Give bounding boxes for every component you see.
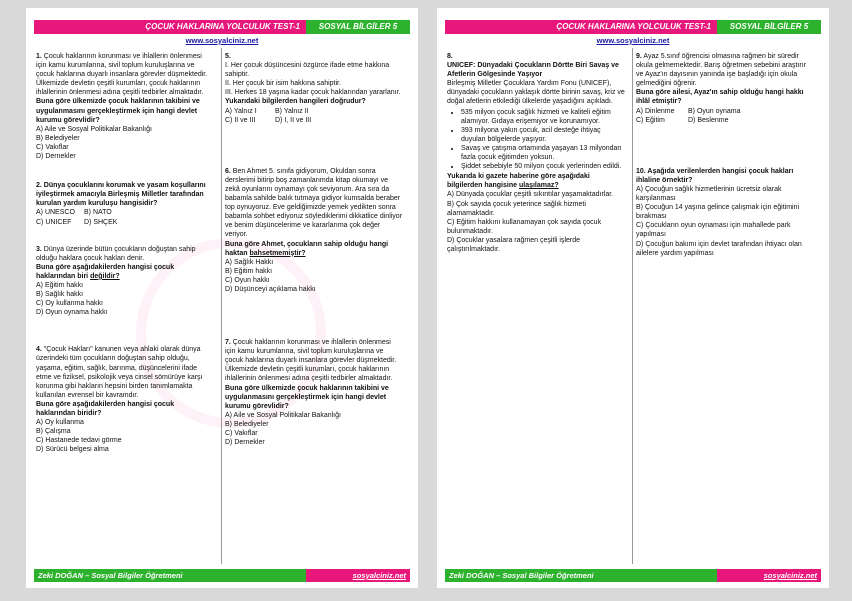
q2-option-d[interactable]: D) SHÇEK <box>84 218 118 226</box>
q8-bullet: • Savaş ve çatışma ortamında yaşayan 13 milyondan fazla çocuk eğitimden yoksun. <box>461 144 625 162</box>
question-1 <box>36 52 214 161</box>
q8-bullet: • 535 milyon çocuk sağlık hizmeti ve kaliteli eğitim alamıyor. Gıdaya erişemiyor ve korunamıyor. <box>461 108 625 126</box>
q10-option-a[interactable]: A) Çocuğun sağlık hizmetlerinin ücretsiz olarak karşılanması <box>636 185 782 203</box>
footer-author: Zeki DOĞAN – Sosyal Bilgiler Öğretmeni <box>34 569 306 582</box>
q1-option-b[interactable]: B) Belediyeler <box>36 134 80 142</box>
header-bar <box>34 20 410 34</box>
question-8 <box>447 52 625 254</box>
q1-option-c[interactable]: C) Vakıflar <box>36 143 69 151</box>
header-subject: SOSYAL BİLGİLER 5 <box>717 20 821 34</box>
footer-site-link[interactable]: sosyalciniz.net <box>306 569 410 582</box>
q6-ask-negation: bahsetmemiştir? <box>249 249 306 257</box>
q1-option-d[interactable]: D) Dernekler <box>36 153 76 161</box>
q9-option-b[interactable]: B) Oyun oynama <box>688 107 741 115</box>
q3-number: 3. <box>36 245 42 253</box>
question-9 <box>636 52 814 125</box>
q8-bullet: • Şiddet sebebiyle 50 milyon çocuk yerlerinden edildi. <box>461 162 625 171</box>
q4-option-a[interactable]: A) Oy kullanma <box>36 419 84 427</box>
q9-number: 9. <box>636 53 642 60</box>
question-4 <box>36 345 214 454</box>
q9-option-d[interactable]: D) Beslenme <box>688 116 729 124</box>
q6-text: Ben Ahmet 5. sınıfa gidiyorum, Okuldan sonra derslerimi bitirip boş zamanlarımda kitap okumayı ve zekâ oyunlarını oynamayı çok seviyorum. Ara sıra da babamla sahilde balık tutmaya gidiyor kumsalda beraber top oynuyoruz. Eve geldiğimizde yemek yedikten sonra babamla sohbet ediyoruz söylediklerimi dikkatlice dinliyor ve benim düşüncelerime ve kararlarıma çok değer veriyor. <box>225 167 403 239</box>
q3-text: Dünya üzerinde bütün çocukların doğuştan sahip olduğu haklara çocuk hakları denir. <box>36 245 196 262</box>
q3-option-b[interactable]: B) Sağlık hakkı <box>36 291 84 299</box>
q3-option-d[interactable]: D) Oyun oynama hakkı <box>36 309 108 317</box>
q2-ask: Dünya çocuklarını korumak ve yasam koşullarını iyileştirmek amacıyla Birleşmiş Milletler tarafından kurulan yardım kuruluşu hangisidir? <box>36 182 206 208</box>
q5-ask: Yukarıdaki bilgilerden hangileri doğrudur? <box>225 98 366 106</box>
q3-ask-negation: değildir? <box>90 272 120 280</box>
q3-option-a[interactable]: A) Eğitim hakkı <box>36 281 84 289</box>
q6-option-a[interactable]: A) Sağlık Hakkı <box>225 258 274 266</box>
right-column <box>636 52 814 258</box>
q10-option-c[interactable]: C) Çocukların oyun oynaması için mahallede park yapılması <box>636 222 791 239</box>
q10-ask: Aşağıda verilenlerden hangisi çocuk hakları ihlaline örnektir? <box>636 167 794 184</box>
q6-option-d[interactable]: D) Düşünceyi açıklama hakkı <box>225 285 316 293</box>
site-link[interactable]: www.sosyalciniz.net <box>596 36 670 45</box>
q8-bullet-list <box>447 108 625 172</box>
q2-option-c[interactable]: C) UNICEF <box>36 218 72 226</box>
q5-option-b[interactable]: B) Yalnız II <box>275 107 309 115</box>
q6-ask: Buna göre Ahmet, çocukların sahip olduğu hangi haktan <box>225 240 389 257</box>
q8-ask-negation: ulaşılamaz? <box>518 182 559 190</box>
q8-option-a[interactable]: A) Dünyada çocuklar çeşitli sıkıntılar yaşamaktadırlar. <box>447 191 614 199</box>
q9-option-a[interactable]: A) Dinlenme <box>636 107 675 115</box>
q7-option-d[interactable]: D) Dernekler <box>225 439 265 447</box>
q9-ask: Buna göre ailesi, Ayaz'ın sahip olduğu hangi hakkı ihlâl etmiştir? <box>636 89 804 106</box>
footer-site-link[interactable]: sosyalciniz.net <box>717 569 821 582</box>
q7-option-a[interactable]: A) Aile ve Sosyal Politikalar Bakanlığı <box>225 411 341 419</box>
q10-option-b[interactable]: B) Çocuğun 14 yaşına gelince çalışmak için eğitimini bırakması <box>636 204 800 221</box>
q4-ask: Buna göre aşağıdakilerden hangisi çocuk haklarından biridir? <box>36 400 175 417</box>
footer-bar <box>34 569 410 582</box>
q4-option-d[interactable]: D) Sürücü belgesi alma <box>36 446 109 454</box>
footer-bar <box>445 569 821 582</box>
q6-number: 6. <box>225 167 231 175</box>
q8-text: Birleşmiş Milletler Çocuklara Yardım Fonu (UNICEF), dünyadaki çocukların yaklaşık dörtte birinin savaş, kriz ve doğal afetlerin etkilediği ülkelerde yaşadığını açıkladı. <box>447 80 625 106</box>
q1-option-a[interactable]: A) Aile ve Sosyal Politikalar Bakanlığı <box>36 125 152 133</box>
q8-number: 8. <box>447 53 453 60</box>
q1-text: Çocuk haklarının korunması ve ihlallerin önlenmesi için kamu kurumlarına, sivil toplum kuruluşlarına ve çocuk haklarına duyarlı insanlara görevler düşmektedir. Ülkemizde devletin çeşitli kurumları, çocuk haklarının ihlallerinin önlenmesi adına çeşitli tedbirler almaktadır. <box>36 53 208 97</box>
q7-number: 7. <box>225 339 231 347</box>
q5-option-a[interactable]: A) Yalnız I <box>225 107 257 115</box>
question-3 <box>36 245 214 318</box>
q4-text: "Çocuk Hakları" kanunen veya ahlaki olarak dünya üzerindeki tüm çocukların doğuştan sahip olduğu, yaşama, eğitim, sağlık, barınma, düşüncelerini ifade etme ve fiziksel, psikolojik veya cinsel sömürüye karşı korunma gibi hakların hepsini birden tanımlamakta kullanılan evrensel bir kavramdır. <box>36 346 203 399</box>
q5-number: 5. <box>225 53 231 60</box>
q7-option-b[interactable]: B) Belediyeler <box>225 420 269 428</box>
q7-text: Çocuk haklarının korunması ve ihlallerin önlenmesi için kamu kurumlarına, sivil toplum kuruluşlarına ve çocuk haklarına duyarlı insanlara görevler düşmektedir. Ülkemizde devletin çeşitli kurumları, çocuk haklarının ihlallerinin önlenmesi adına çeşitli tedbirler almaktadır. <box>225 339 397 383</box>
header-subject: SOSYAL BİLGİLER 5 <box>306 20 410 34</box>
left-column <box>447 52 625 254</box>
header-bar <box>445 20 821 34</box>
q10-option-d[interactable]: D) Çocuğun bakımı için devlet tarafından ihtiyacı olan ailelere yardım yapılması <box>636 240 802 257</box>
column-divider <box>632 48 633 564</box>
question-7 <box>225 338 403 447</box>
q8-option-c[interactable]: C) Eğitim hakkını kullanamayan çok sayıda çocuk bulunmaktadır. <box>447 218 602 235</box>
question-6 <box>225 167 403 294</box>
q8-bullet: • 393 milyona yakın çocuk, acil desteğe ihtiyaç duyulan bölgelerde yaşıyor. <box>461 126 625 144</box>
q6-option-c[interactable]: C) Oyun hakkı <box>225 276 270 284</box>
q5-item-2: II. Her çocuk bir isim hakkına sahiptir. <box>225 80 341 88</box>
q9-option-c[interactable]: C) Eğitim <box>636 116 665 124</box>
q4-option-c[interactable]: C) Hastanede tedavi görme <box>36 437 122 445</box>
left-column <box>36 52 214 454</box>
q3-ask: Buna göre aşağıdakilerden hangisi çocuk haklarından biri <box>36 263 175 280</box>
q1-ask: Buna göre ülkemizde çocuk haklarının takibini ve uygulanmasını gerçekleştirmek için hangi devlet kurumu görevlidir? <box>36 98 200 124</box>
q7-ask: Buna göre ülkemizde çocuk haklarının takibini ve uygulanmasını gerçekleştirmek için hangi devlet kurumu görevlidir? <box>225 384 389 410</box>
page-right <box>437 8 829 588</box>
q2-number: 2. <box>36 182 42 190</box>
q8-title: UNICEF: Dünyadaki Çocukların Dörtte Biri Savaş ve Afetlerin Gölgesinde Yaşıyor <box>447 62 619 79</box>
q5-option-d[interactable]: D) I, II ve III <box>275 116 312 124</box>
q4-number: 4. <box>36 346 42 354</box>
q4-option-b[interactable]: B) Çalışma <box>36 428 71 436</box>
q8-option-d[interactable]: D) Çocuklar yasalara rağmen çeşitli işlerde çalıştırılmaktadır. <box>447 236 581 253</box>
q5-option-c[interactable]: C) II ve III <box>225 116 256 124</box>
question-5 <box>225 52 403 125</box>
q7-option-c[interactable]: C) Vakıflar <box>225 430 258 437</box>
q5-item-3: III. Herkes 18 yaşına kadar çocuk haklarından yararlanır. <box>225 89 401 97</box>
q10-number: 10. <box>636 167 646 175</box>
q8-ask: Yukarıda ki gazete haberine göre aşağıdaki bilgilerden hangisine <box>447 173 590 190</box>
q8-option-b[interactable]: B) Çok sayıda çocuk yeterince sağlık hizmeti alamamaktadır. <box>447 200 586 217</box>
q2-option-b[interactable]: B) NATO <box>84 209 112 217</box>
right-column <box>225 52 403 447</box>
q6-option-b[interactable]: B) Eğitim hakkı <box>225 267 273 275</box>
header-title: ÇOCUK HAKLARINA YOLCULUK TEST-1 <box>34 20 306 34</box>
q2-option-a[interactable]: A) UNESCO <box>36 209 75 217</box>
page-left <box>26 8 418 588</box>
q3-option-c[interactable]: C) Oy kullanma hakkı <box>36 300 103 308</box>
question-2 <box>36 181 214 226</box>
q5-item-1: I. Her çocuk düşüncesini özgürce ifade etme hakkına sahiptir. <box>225 62 390 79</box>
column-divider <box>221 48 222 564</box>
q1-number: 1. <box>36 53 42 60</box>
footer-author: Zeki DOĞAN – Sosyal Bilgiler Öğretmeni <box>445 569 717 582</box>
q9-text: Ayaz 5.sınıf öğrencisi olmasına rağmen bir süredir okula gelmemektedir. Barış öğretmen sebebini araştırır ve Ayaz'ın dayısının yanında işe başladığı için okula gelmediğini öğrenir. <box>636 53 807 88</box>
question-10 <box>636 167 814 258</box>
header-title: ÇOCUK HAKLARINA YOLCULUK TEST-1 <box>445 20 717 34</box>
site-link[interactable]: www.sosyalciniz.net <box>185 36 259 45</box>
